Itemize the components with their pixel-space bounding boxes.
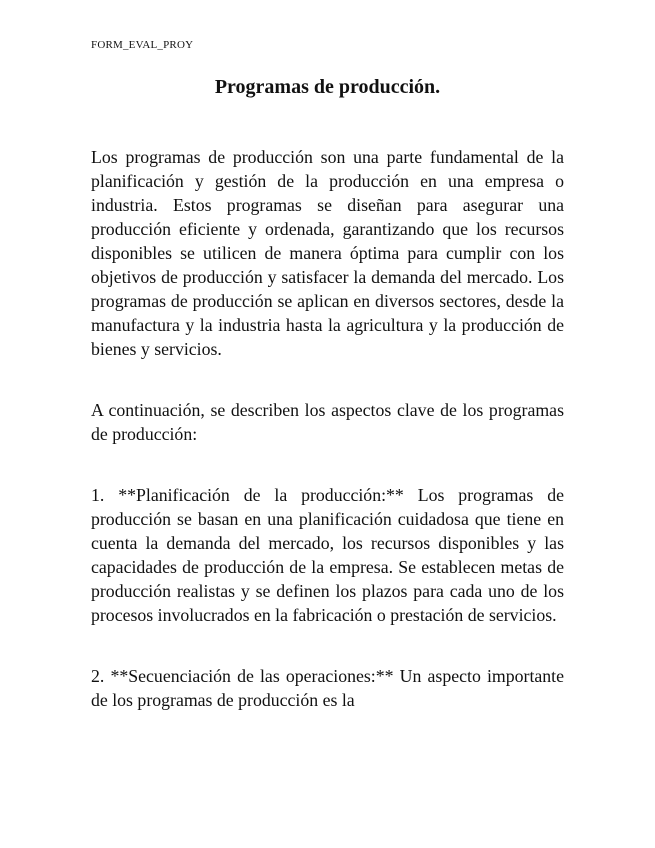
paragraph-sequencing: 2. **Secuenciación de las operaciones:** Un aspecto importante de los programas de producción es la [91, 666, 564, 710]
form-code: FORM_EVAL_PROY [91, 39, 194, 51]
document-body [91, 145, 564, 749]
paragraph-intro: Los programas de producción son una parte fundamental de la planificación y gestión de la producción en una empresa o industria. Estos programas se diseñan para asegurar una producción eficiente y ordenada, garantizando que los recursos disponibles se utilicen de manera óptima para cumplir con los objetivos de producción y satisfacer la demanda del mercado. Los programas de producción se aplican en diversos sectores, desde la manufactura y la industria hasta la agricultura y la producción de bienes y servicios. [91, 147, 564, 359]
paragraph-continuation: A continuación, se describen los aspectos clave de los programas de producción: [91, 400, 564, 444]
page-title: Programas de producción. [214, 76, 441, 98]
paragraph-planning: 1. **Planificación de la producción:** Los programas de producción se basan en una planificación cuidadosa que tiene en cuenta la demanda del mercado, los recursos disponibles y las capacidades de producción de la empresa. Se establecen metas de producción realistas y se definen los plazos para cada uno de los procesos involucrados en la fabricación o prestación de servicios. [91, 485, 564, 625]
